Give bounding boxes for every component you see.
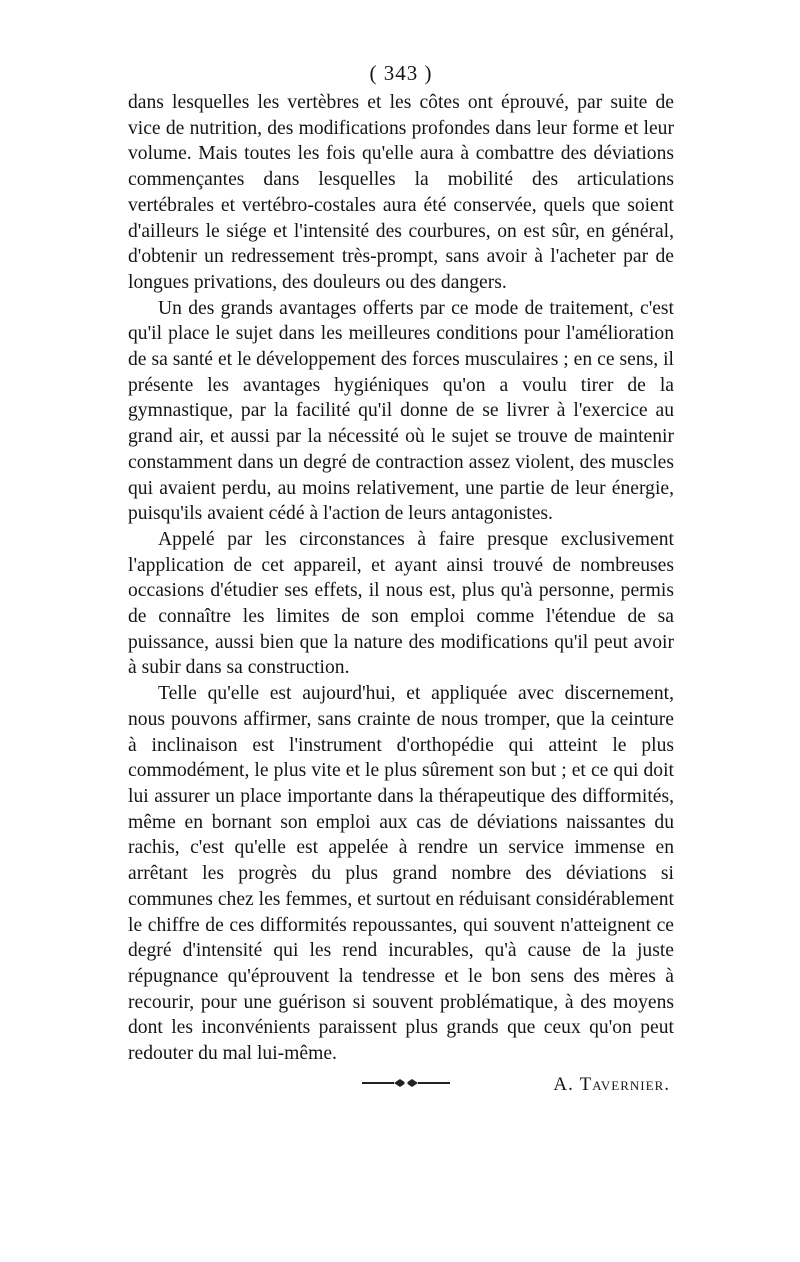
tailpiece-ornament-icon [360, 1076, 452, 1090]
paragraph-application: Appelé par les circonstances à faire presque exclusivement l'application de cet appareil, et ayant ainsi trouvé de nombreuses occasions d'étudier ses effets, il nous est, plus qu'à personne, permis de connaître les limites de son emploi comme l'étendue de sa puissance, aussi bien que la nature des modifications qu'il peut avoir à subir dans sa construction. [128, 528, 674, 679]
author-initial: A. [553, 1073, 574, 1095]
paragraph-conclusion: Telle qu'elle est aujourd'hui, et appliquée avec discernement, nous pouvons affirmer, sans crainte de nous tromper, que la ceinture à inclinaison est l'instrument d'orthopédie qui atteint le plus commodément, le plus vite et le plus sûrement son but ; et ce qui doit lui assurer un place importante dans la thérapeutique des difformités, même en bornant son emploi aux cas de déviations naissantes du rachis, c'est qu'elle est appelée à rendre un service immense en arrêtant les progrès du plus grand nombre des déviations si communes chez les femmes, et surtout en réduisant considérablement le chiffre de ces difformités repoussantes, qui souvent n'atteignent ce degré d'intensité qui les rend incurables, qu'à cause de la juste répugnance qu'éprouvent la tendresse et le bon sens des mères à recourir, pour une guérison si souvent problématique, à des moyens dont les inconvénients paraissent plus grands que ceux qu'on peut redouter du mal lui-même. [128, 683, 674, 1065]
paragraph-continued: dans lesquelles les vertèbres et les côtes ont éprouvé, par suite de vice de nutrition, des modifications profondes dans leur forme et leur volume. Mais toutes les fois qu'elle aura à combattre des déviations commençantes dans lesquelles la mobilité des articulations vertébrales et vertébro-costales aura été conservée, quels que soient d'ailleurs le siége et l'intensité des courbures, on est sûr, en général, d'obtenir un redressement très-prompt, sans avoir à l'acheter par de longues privations, des douleurs ou des dangers. [128, 92, 674, 293]
author-name: Tavernier. [579, 1073, 670, 1095]
paragraph-advantages: Un des grands avantages offerts par ce mode de traitement, c'est qu'il place le sujet dans les meilleures conditions pour l'amélioration de sa santé et le développement des forces musculaires ; en ce sens, il présente les avantages hygiéniques qu'on a voulu tirer de la gymnastique, par la facilité qu'il donne de se livrer à l'exercice au grand air, et aussi par la nécessité où le sujet se trouve de maintenir constamment dans un degré de contraction assez violent, des muscles qui avaient perdu, au moins relativement, une partie de leur énergie, puisqu'ils avaient cédé à l'action de leurs antagonistes. [128, 297, 674, 525]
page-number: ( 343 ) [369, 61, 433, 85]
document-page [128, 58, 674, 1099]
